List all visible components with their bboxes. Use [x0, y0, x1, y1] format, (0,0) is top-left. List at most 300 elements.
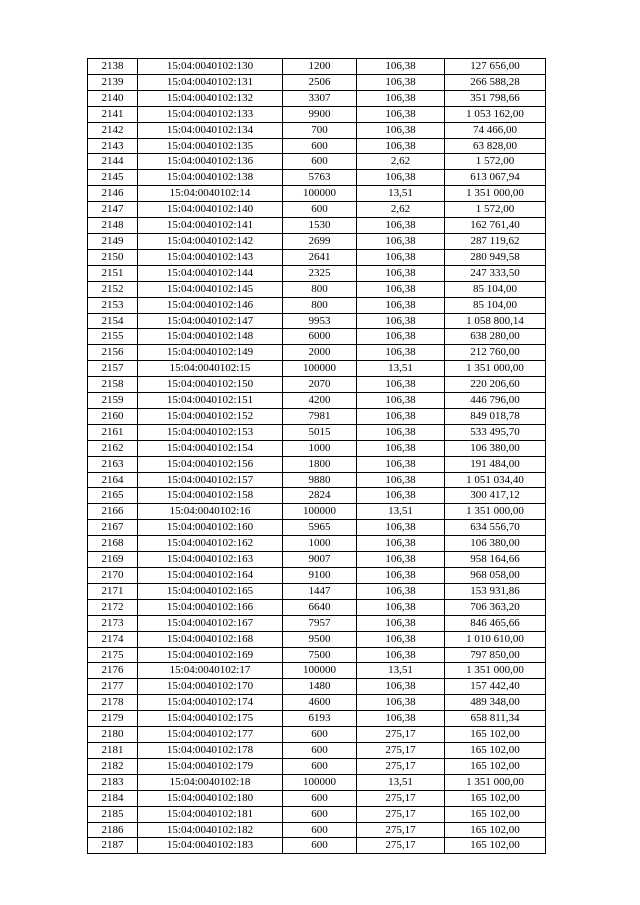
table-row: [88, 742, 546, 758]
table-row: [88, 233, 546, 249]
value-cell: 1 351 000,00: [445, 663, 546, 679]
cadastral-number-cell: 15:04:0040102:162: [138, 536, 283, 552]
cadastral-number-cell: 15:04:0040102:174: [138, 695, 283, 711]
table-row: [88, 568, 546, 584]
row-number-cell: 2144: [88, 154, 138, 170]
rate-cell: 106,38: [357, 345, 445, 361]
table-row: [88, 377, 546, 393]
rate-cell: 106,38: [357, 472, 445, 488]
table-row: [88, 599, 546, 615]
row-number-cell: 2185: [88, 806, 138, 822]
cadastral-number-cell: 15:04:0040102:157: [138, 472, 283, 488]
value-cell: 85 104,00: [445, 297, 546, 313]
cadastral-number-cell: 15:04:0040102:178: [138, 742, 283, 758]
value-cell: 165 102,00: [445, 790, 546, 806]
table-row: [88, 345, 546, 361]
rate-cell: 106,38: [357, 647, 445, 663]
row-number-cell: 2175: [88, 647, 138, 663]
table-row: [88, 520, 546, 536]
cadastral-number-cell: 15:04:0040102:156: [138, 456, 283, 472]
area-cell: 600: [283, 790, 357, 806]
value-cell: 706 363,20: [445, 599, 546, 615]
rate-cell: 106,38: [357, 122, 445, 138]
table-row: [88, 202, 546, 218]
cadastral-number-cell: 15:04:0040102:181: [138, 806, 283, 822]
row-number-cell: 2139: [88, 74, 138, 90]
table-row: [88, 663, 546, 679]
cadastral-number-cell: 15:04:0040102:148: [138, 329, 283, 345]
rate-cell: 106,38: [357, 377, 445, 393]
rate-cell: 106,38: [357, 440, 445, 456]
rate-cell: 106,38: [357, 249, 445, 265]
row-number-cell: 2143: [88, 138, 138, 154]
cadastral-number-cell: 15:04:0040102:167: [138, 615, 283, 631]
table-row: [88, 122, 546, 138]
value-cell: 191 484,00: [445, 456, 546, 472]
table-row: [88, 838, 546, 854]
table-body: [88, 59, 546, 854]
table-row: [88, 647, 546, 663]
value-cell: 1 351 000,00: [445, 361, 546, 377]
cadastral-number-cell: 15:04:0040102:166: [138, 599, 283, 615]
rate-cell: 106,38: [357, 631, 445, 647]
cadastral-number-cell: 15:04:0040102:175: [138, 711, 283, 727]
value-cell: 1 010 610,00: [445, 631, 546, 647]
cadastral-number-cell: 15:04:0040102:145: [138, 281, 283, 297]
rate-cell: 106,38: [357, 520, 445, 536]
area-cell: 800: [283, 297, 357, 313]
value-cell: 613 067,94: [445, 170, 546, 186]
row-number-cell: 2184: [88, 790, 138, 806]
row-number-cell: 2187: [88, 838, 138, 854]
area-cell: 2824: [283, 488, 357, 504]
table-row: [88, 504, 546, 520]
row-number-cell: 2158: [88, 377, 138, 393]
cadastral-number-cell: 15:04:0040102:168: [138, 631, 283, 647]
rate-cell: 106,38: [357, 218, 445, 234]
row-number-cell: 2150: [88, 249, 138, 265]
rate-cell: 106,38: [357, 329, 445, 345]
row-number-cell: 2140: [88, 90, 138, 106]
value-cell: 1 051 034,40: [445, 472, 546, 488]
value-cell: 266 588,28: [445, 74, 546, 90]
area-cell: 4600: [283, 695, 357, 711]
cadastral-number-cell: 15:04:0040102:131: [138, 74, 283, 90]
table-row: [88, 408, 546, 424]
value-cell: 165 102,00: [445, 838, 546, 854]
cadastral-number-cell: 15:04:0040102:163: [138, 552, 283, 568]
table-row: [88, 59, 546, 75]
cadastral-number-cell: 15:04:0040102:133: [138, 106, 283, 122]
table-row: [88, 679, 546, 695]
area-cell: 9500: [283, 631, 357, 647]
cadastral-number-cell: 15:04:0040102:170: [138, 679, 283, 695]
value-cell: 157 442,40: [445, 679, 546, 695]
row-number-cell: 2171: [88, 583, 138, 599]
value-cell: 165 102,00: [445, 727, 546, 743]
table-row: [88, 615, 546, 631]
value-cell: 351 798,66: [445, 90, 546, 106]
area-cell: 5015: [283, 424, 357, 440]
rate-cell: 106,38: [357, 393, 445, 409]
value-cell: 247 333,50: [445, 265, 546, 281]
cadastral-number-cell: 15:04:0040102:150: [138, 377, 283, 393]
value-cell: 127 656,00: [445, 59, 546, 75]
cadastral-number-cell: 15:04:0040102:177: [138, 727, 283, 743]
area-cell: 1200: [283, 59, 357, 75]
row-number-cell: 2152: [88, 281, 138, 297]
area-cell: 100000: [283, 504, 357, 520]
area-cell: 9007: [283, 552, 357, 568]
area-cell: 600: [283, 838, 357, 854]
table-row: [88, 265, 546, 281]
table-row: [88, 456, 546, 472]
rate-cell: 13,51: [357, 186, 445, 202]
area-cell: 600: [283, 154, 357, 170]
table-row: [88, 806, 546, 822]
area-cell: 6000: [283, 329, 357, 345]
rate-cell: 106,38: [357, 679, 445, 695]
rate-cell: 106,38: [357, 138, 445, 154]
cadastral-number-cell: 15:04:0040102:143: [138, 249, 283, 265]
value-cell: 1 351 000,00: [445, 504, 546, 520]
row-number-cell: 2173: [88, 615, 138, 631]
value-cell: 634 556,70: [445, 520, 546, 536]
value-cell: 165 102,00: [445, 742, 546, 758]
row-number-cell: 2183: [88, 774, 138, 790]
row-number-cell: 2180: [88, 727, 138, 743]
value-cell: 74 466,00: [445, 122, 546, 138]
value-cell: 162 761,40: [445, 218, 546, 234]
value-cell: 153 931,86: [445, 583, 546, 599]
area-cell: 9900: [283, 106, 357, 122]
table-row: [88, 424, 546, 440]
rate-cell: 106,38: [357, 488, 445, 504]
area-cell: 2506: [283, 74, 357, 90]
cadastral-number-cell: 15:04:0040102:15: [138, 361, 283, 377]
rate-cell: 106,38: [357, 281, 445, 297]
table-row: [88, 154, 546, 170]
value-cell: 1 572,00: [445, 202, 546, 218]
value-cell: 849 018,78: [445, 408, 546, 424]
table-row: [88, 774, 546, 790]
cadastral-number-cell: 15:04:0040102:160: [138, 520, 283, 536]
rate-cell: 275,17: [357, 742, 445, 758]
cadastral-number-cell: 15:04:0040102:142: [138, 233, 283, 249]
value-cell: 958 164,66: [445, 552, 546, 568]
rate-cell: 275,17: [357, 822, 445, 838]
value-cell: 658 811,34: [445, 711, 546, 727]
area-cell: 100000: [283, 361, 357, 377]
value-cell: 1 053 162,00: [445, 106, 546, 122]
table-row: [88, 361, 546, 377]
row-number-cell: 2163: [88, 456, 138, 472]
cadastral-number-cell: 15:04:0040102:183: [138, 838, 283, 854]
area-cell: 2070: [283, 377, 357, 393]
row-number-cell: 2154: [88, 313, 138, 329]
table-row: [88, 106, 546, 122]
value-cell: 165 102,00: [445, 758, 546, 774]
row-number-cell: 2161: [88, 424, 138, 440]
cadastral-number-cell: 15:04:0040102:136: [138, 154, 283, 170]
row-number-cell: 2155: [88, 329, 138, 345]
row-number-cell: 2151: [88, 265, 138, 281]
value-cell: 165 102,00: [445, 822, 546, 838]
cadastral-number-cell: 15:04:0040102:17: [138, 663, 283, 679]
area-cell: 9953: [283, 313, 357, 329]
cadastral-number-cell: 15:04:0040102:169: [138, 647, 283, 663]
value-cell: 1 058 800,14: [445, 313, 546, 329]
cadastral-number-cell: 15:04:0040102:130: [138, 59, 283, 75]
table-row: [88, 170, 546, 186]
table-row: [88, 186, 546, 202]
area-cell: 3307: [283, 90, 357, 106]
rate-cell: 106,38: [357, 170, 445, 186]
rate-cell: 106,38: [357, 233, 445, 249]
rate-cell: 275,17: [357, 838, 445, 854]
cadastral-number-cell: 15:04:0040102:144: [138, 265, 283, 281]
table-row: [88, 281, 546, 297]
rate-cell: 106,38: [357, 74, 445, 90]
table-row: [88, 138, 546, 154]
row-number-cell: 2166: [88, 504, 138, 520]
value-cell: 220 206,60: [445, 377, 546, 393]
cadastral-number-cell: 15:04:0040102:153: [138, 424, 283, 440]
area-cell: 100000: [283, 774, 357, 790]
area-cell: 600: [283, 742, 357, 758]
area-cell: 600: [283, 806, 357, 822]
rate-cell: 106,38: [357, 424, 445, 440]
rate-cell: 275,17: [357, 806, 445, 822]
value-cell: 1 351 000,00: [445, 774, 546, 790]
cadastral-number-cell: 15:04:0040102:158: [138, 488, 283, 504]
area-cell: 2641: [283, 249, 357, 265]
area-cell: 9880: [283, 472, 357, 488]
area-cell: 2000: [283, 345, 357, 361]
rate-cell: 106,38: [357, 552, 445, 568]
area-cell: 1000: [283, 536, 357, 552]
table-row: [88, 297, 546, 313]
table-row: [88, 74, 546, 90]
cadastral-number-cell: 15:04:0040102:164: [138, 568, 283, 584]
table-row: [88, 393, 546, 409]
rate-cell: 275,17: [357, 790, 445, 806]
rate-cell: 106,38: [357, 408, 445, 424]
row-number-cell: 2157: [88, 361, 138, 377]
area-cell: 2325: [283, 265, 357, 281]
area-cell: 1480: [283, 679, 357, 695]
row-number-cell: 2179: [88, 711, 138, 727]
row-number-cell: 2167: [88, 520, 138, 536]
area-cell: 600: [283, 138, 357, 154]
cadastral-number-cell: 15:04:0040102:138: [138, 170, 283, 186]
value-cell: 533 495,70: [445, 424, 546, 440]
value-cell: 489 348,00: [445, 695, 546, 711]
rate-cell: 275,17: [357, 758, 445, 774]
rate-cell: 106,38: [357, 297, 445, 313]
value-cell: 1 572,00: [445, 154, 546, 170]
cadastral-number-cell: 15:04:0040102:135: [138, 138, 283, 154]
area-cell: 600: [283, 822, 357, 838]
cadastral-number-cell: 15:04:0040102:165: [138, 583, 283, 599]
cadastral-number-cell: 15:04:0040102:180: [138, 790, 283, 806]
row-number-cell: 2145: [88, 170, 138, 186]
area-cell: 6640: [283, 599, 357, 615]
row-number-cell: 2147: [88, 202, 138, 218]
value-cell: 165 102,00: [445, 806, 546, 822]
table-row: [88, 695, 546, 711]
row-number-cell: 2149: [88, 233, 138, 249]
rate-cell: 106,38: [357, 456, 445, 472]
area-cell: 600: [283, 758, 357, 774]
area-cell: 7957: [283, 615, 357, 631]
cadastral-number-cell: 15:04:0040102:154: [138, 440, 283, 456]
value-cell: 212 760,00: [445, 345, 546, 361]
value-cell: 797 850,00: [445, 647, 546, 663]
value-cell: 280 949,58: [445, 249, 546, 265]
table-row: [88, 790, 546, 806]
cadastral-number-cell: 15:04:0040102:152: [138, 408, 283, 424]
table-row: [88, 552, 546, 568]
value-cell: 85 104,00: [445, 281, 546, 297]
row-number-cell: 2172: [88, 599, 138, 615]
value-cell: 846 465,66: [445, 615, 546, 631]
row-number-cell: 2169: [88, 552, 138, 568]
row-number-cell: 2174: [88, 631, 138, 647]
table-row: [88, 536, 546, 552]
row-number-cell: 2153: [88, 297, 138, 313]
rate-cell: 106,38: [357, 615, 445, 631]
row-number-cell: 2165: [88, 488, 138, 504]
value-cell: 968 058,00: [445, 568, 546, 584]
area-cell: 9100: [283, 568, 357, 584]
value-cell: 1 351 000,00: [445, 186, 546, 202]
rate-cell: 2,62: [357, 154, 445, 170]
value-cell: 638 280,00: [445, 329, 546, 345]
rate-cell: 13,51: [357, 663, 445, 679]
area-cell: 1800: [283, 456, 357, 472]
table-row: [88, 472, 546, 488]
table-row: [88, 711, 546, 727]
table-row: [88, 822, 546, 838]
row-number-cell: 2146: [88, 186, 138, 202]
value-cell: 106 380,00: [445, 440, 546, 456]
rate-cell: 106,38: [357, 313, 445, 329]
table-row: [88, 329, 546, 345]
table-row: [88, 583, 546, 599]
cadastral-number-cell: 15:04:0040102:16: [138, 504, 283, 520]
cadastral-number-cell: 15:04:0040102:141: [138, 218, 283, 234]
cadastral-number-cell: 15:04:0040102:151: [138, 393, 283, 409]
area-cell: 1000: [283, 440, 357, 456]
area-cell: 7500: [283, 647, 357, 663]
rate-cell: 13,51: [357, 504, 445, 520]
table-row: [88, 488, 546, 504]
row-number-cell: 2170: [88, 568, 138, 584]
row-number-cell: 2156: [88, 345, 138, 361]
row-number-cell: 2160: [88, 408, 138, 424]
value-cell: 287 119,62: [445, 233, 546, 249]
row-number-cell: 2142: [88, 122, 138, 138]
area-cell: 700: [283, 122, 357, 138]
table-row: [88, 313, 546, 329]
area-cell: 7981: [283, 408, 357, 424]
rate-cell: 13,51: [357, 361, 445, 377]
row-number-cell: 2162: [88, 440, 138, 456]
area-cell: 1530: [283, 218, 357, 234]
row-number-cell: 2182: [88, 758, 138, 774]
cadastral-number-cell: 15:04:0040102:149: [138, 345, 283, 361]
area-cell: 600: [283, 202, 357, 218]
table-row: [88, 218, 546, 234]
row-number-cell: 2148: [88, 218, 138, 234]
value-cell: 63 828,00: [445, 138, 546, 154]
rate-cell: 106,38: [357, 106, 445, 122]
cadastral-number-cell: 15:04:0040102:140: [138, 202, 283, 218]
row-number-cell: 2181: [88, 742, 138, 758]
area-cell: 6193: [283, 711, 357, 727]
rate-cell: 106,38: [357, 568, 445, 584]
cadastral-number-cell: 15:04:0040102:147: [138, 313, 283, 329]
rate-cell: 106,38: [357, 90, 445, 106]
table-row: [88, 631, 546, 647]
row-number-cell: 2186: [88, 822, 138, 838]
row-number-cell: 2159: [88, 393, 138, 409]
area-cell: 100000: [283, 186, 357, 202]
cadastral-value-table: [87, 58, 546, 854]
area-cell: 800: [283, 281, 357, 297]
cadastral-number-cell: 15:04:0040102:18: [138, 774, 283, 790]
rate-cell: 106,38: [357, 711, 445, 727]
row-number-cell: 2138: [88, 59, 138, 75]
row-number-cell: 2164: [88, 472, 138, 488]
value-cell: 446 796,00: [445, 393, 546, 409]
cadastral-number-cell: 15:04:0040102:14: [138, 186, 283, 202]
rate-cell: 106,38: [357, 583, 445, 599]
table-row: [88, 249, 546, 265]
cadastral-number-cell: 15:04:0040102:134: [138, 122, 283, 138]
rate-cell: 106,38: [357, 59, 445, 75]
area-cell: 2699: [283, 233, 357, 249]
cadastral-number-cell: 15:04:0040102:182: [138, 822, 283, 838]
area-cell: 1447: [283, 583, 357, 599]
rate-cell: 106,38: [357, 536, 445, 552]
table-row: [88, 758, 546, 774]
area-cell: 4200: [283, 393, 357, 409]
row-number-cell: 2176: [88, 663, 138, 679]
cadastral-number-cell: 15:04:0040102:179: [138, 758, 283, 774]
rate-cell: 106,38: [357, 695, 445, 711]
area-cell: 600: [283, 727, 357, 743]
cadastral-number-cell: 15:04:0040102:146: [138, 297, 283, 313]
row-number-cell: 2168: [88, 536, 138, 552]
row-number-cell: 2178: [88, 695, 138, 711]
table-row: [88, 440, 546, 456]
value-cell: 106 380,00: [445, 536, 546, 552]
table-row: [88, 90, 546, 106]
value-cell: 300 417,12: [445, 488, 546, 504]
row-number-cell: 2141: [88, 106, 138, 122]
area-cell: 5763: [283, 170, 357, 186]
rate-cell: 106,38: [357, 599, 445, 615]
rate-cell: 2,62: [357, 202, 445, 218]
rate-cell: 275,17: [357, 727, 445, 743]
row-number-cell: 2177: [88, 679, 138, 695]
area-cell: 5965: [283, 520, 357, 536]
area-cell: 100000: [283, 663, 357, 679]
rate-cell: 13,51: [357, 774, 445, 790]
table-row: [88, 727, 546, 743]
